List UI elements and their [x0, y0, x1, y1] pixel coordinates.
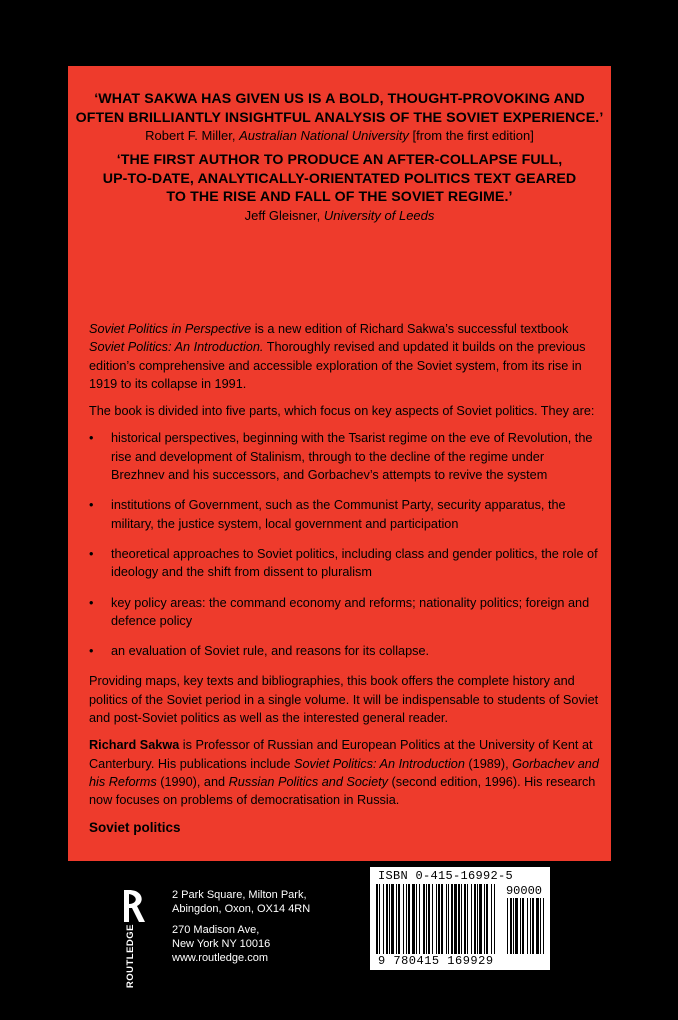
ean-number: 9 780415 169929 — [378, 954, 494, 968]
list-item-text: institutions of Government, such as the Communist Party, security apparatus, the military, the justice system, local government and participation — [111, 498, 566, 531]
quote-1-line-2: OFTEN BRILLIANTLY INSIGHTFUL ANALYSIS OF THE SOVIET EXPERIENCE.’ — [75, 109, 604, 126]
quote-2-affiliation: University of Leeds — [323, 207, 435, 223]
author-book-3: Russian Politics and Society — [228, 774, 389, 789]
list-item-text: key policy areas: the command economy and reforms; nationality politics; foreign and defence policy — [111, 595, 590, 628]
address-us-line-2: New York NY 10016 — [172, 938, 271, 950]
quote-2-attribution — [68, 207, 611, 225]
summary-paragraph: Providing maps, key texts and bibliographies, this book offers the complete history and politics of the Soviet period in a single volume. It will be indispensable to students of Soviet and post-Soviet politics as well as the interested general reader. — [89, 674, 599, 726]
back-cover-panel — [68, 66, 611, 861]
author-bio-text-3: (1990), and — [156, 774, 229, 789]
quote-2-author: Jeff Gleisner, — [244, 207, 324, 223]
quote-2-line-2: UP-TO-DATE, ANALYTICALLY-ORIENTATED POLITICS TEXT GEARED — [102, 170, 577, 187]
address-uk-line-2: Abingdon, Oxon, OX14 4RN — [172, 903, 311, 915]
quote-1 — [68, 90, 611, 145]
publisher-website: www.routledge.com — [172, 952, 268, 964]
list-item — [89, 545, 599, 582]
list-item-text: historical perspectives, beginning with the Tsarist regime on the eve of Revolution, the rise and development of Stalinism, through to the decline of the regime under Brezhnev and his successors, and Gorbachev’s attempts to revive the system — [111, 431, 593, 483]
bullet-icon: • — [89, 595, 94, 610]
subject-category: Soviet politics — [89, 819, 181, 835]
bullet-icon: • — [89, 498, 94, 513]
publisher-address — [172, 888, 310, 965]
isbn-barcode — [370, 867, 550, 970]
quote-1-author: Robert F. Miller, — [145, 128, 240, 143]
author-book-1: Soviet Politics: An Introduction — [293, 756, 465, 771]
author-bio-text-4: (second edition, 1996). His research now focuses on problems of democratisation in Russia. — [89, 774, 596, 808]
author-bio-text-1: is Professor of Russian and European Politics at the University of Kent at Canterbury. His publications include — [89, 738, 593, 771]
parts-intro: The book is divided into five parts, which focus on key aspects of Soviet politics. They are: — [89, 404, 595, 419]
bullet-icon: • — [89, 431, 94, 446]
intro-paragraph — [89, 320, 599, 393]
intro-title-2: Soviet Politics: An Introduction. — [89, 340, 264, 355]
quote-1-affiliation: Australian National University — [239, 128, 409, 143]
quote-2 — [68, 151, 611, 225]
author-bio — [89, 736, 599, 809]
author-book-2: Gorbachev and his Reforms — [89, 756, 599, 789]
intro-text-2: Thoroughly revised and updated it builds on the previous edition’s comprehensive and accessible exploration of the Soviet system, from its rise in 1919 to its collapse in 1991. — [89, 340, 586, 391]
list-item — [89, 642, 599, 660]
isbn-number: ISBN 0-415-16992-5 — [378, 869, 514, 883]
quote-1-line-1: ‘WHAT SAKWA HAS GIVEN US IS A BOLD, THOUGHT-PROVOKING AND — [94, 91, 585, 107]
list-item — [89, 594, 599, 631]
quote-1-text — [68, 90, 611, 127]
bullet-icon: • — [89, 644, 94, 659]
author-name: Richard Sakwa — [89, 738, 180, 753]
list-item-text: an evaluation of Soviet rule, and reasons for its collapse. — [111, 644, 430, 659]
bullet-icon: • — [89, 546, 94, 561]
intro-text-1: is a new edition of Richard Sakwa’s successful textbook — [251, 322, 569, 336]
address-uk-line-1: 2 Park Square, Milton Park, — [172, 889, 307, 901]
intro-title-1: Soviet Politics in Perspective — [89, 322, 252, 336]
quote-2-line-1: ‘THE FIRST AUTHOR TO PRODUCE AN AFTER-COLLAPSE FULL, — [116, 152, 563, 168]
parts-list — [89, 429, 599, 660]
list-item — [89, 429, 599, 484]
quote-1-note: [from the first edition] — [408, 128, 534, 143]
blurb-body — [89, 320, 599, 837]
author-bio-text-2: (1989), — [464, 756, 513, 771]
barcode-supplement: 90000 — [505, 884, 542, 898]
list-item-text: theoretical approaches to Soviet politics, including class and gender politics, the role of ideology and the shift from dissent to pluralism — [111, 546, 598, 580]
address-us-line-1: 270 Madison Ave, — [172, 924, 260, 936]
quote-2-line-3: TO THE RISE AND FALL OF THE SOVIET REGIME.’ — [166, 189, 513, 205]
quote-2-text — [68, 151, 611, 207]
list-item — [89, 496, 599, 533]
routledge-logo-text: ROUTLEDGE — [125, 924, 136, 989]
quote-1-attribution — [68, 127, 611, 145]
